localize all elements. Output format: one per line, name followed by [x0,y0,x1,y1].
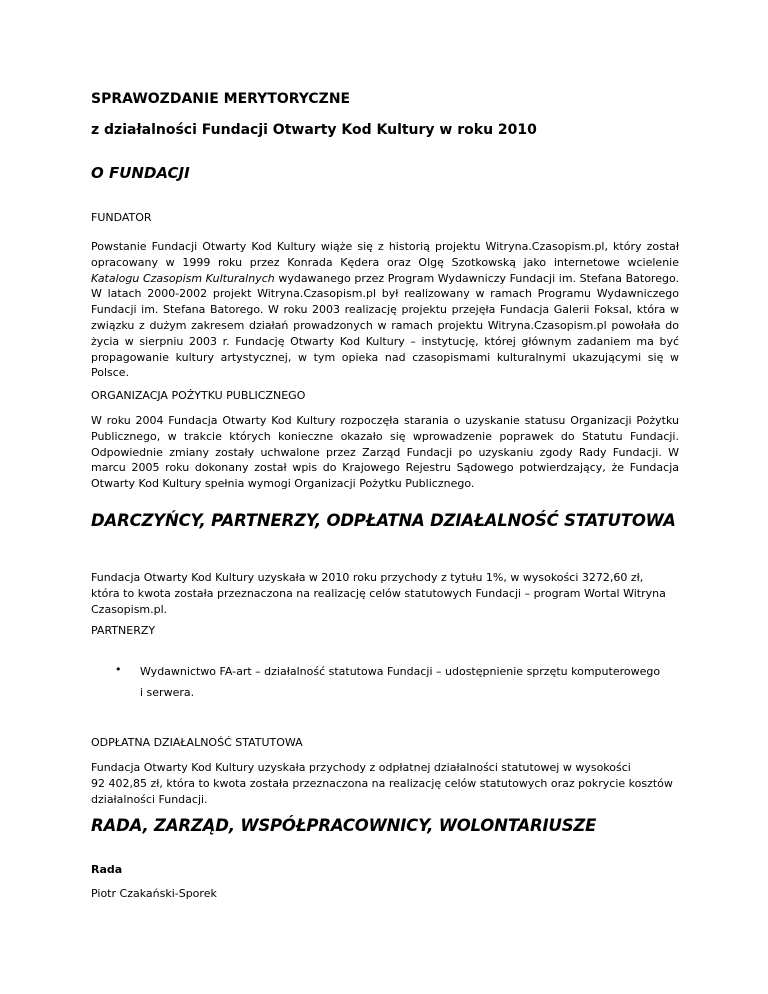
paid-line-1: Fundacja Otwarty Kod Kultury uzyskała przychody z odpłatnej działalności statutowej w wysokości [91,761,631,774]
income-line-3: Czasopism.pl. [91,602,168,616]
fundator-text-italic: Katalogu Czasopism Kulturalnych [91,271,275,285]
paid-activity-label: ODPŁATNA DZIAŁALNOŚĆ STATUTOWA [91,736,303,749]
fundator-label: FUNDATOR [91,211,152,224]
rada-label: Rada [91,863,123,876]
opp-label: ORGANIZACJA POŻYTKU PUBLICZNEGO [91,389,306,402]
document-subtitle: z działalności Fundacji Otwarty Kod Kultury w roku 2010 [91,122,537,138]
section-heading-o-fundacji: O FUNDACJI [91,164,190,182]
fundator-text-b: wydawanego przez Program Wydawniczy Fundacji im. Stefana Batorego. W latach 2000-2002 projekt Witryna.Czasopism.pl był realizowany w ramach Programu Wydawniczego Fundacji im. Stefana Batorego. W roku 2003 realizację projektu przejęła Fundacja Galerii Foksal, która w związku z dużym zakresem działań prowadzonych w ramach projektu Witryna.Czasopism.pl powołała do życia w sierpniu 2003 r. Fundację Otwarty Kod Kultury – instytucję, której głównym zadaniem ma być propagowanie kultury artystycznej, w tym opieka nad czasopismami kulturalnymi ukazującymi się w Polsce. [91,271,679,380]
income-paragraph [91,570,679,617]
rada-member: Piotr Czakański-Sporek [91,887,217,900]
section-heading-rada: RADA, ZARZĄD, WSPÓŁPRACOWNICY, WOLONTARIUSZE [91,816,597,835]
opp-paragraph: W roku 2004 Fundacja Otwarty Kod Kultury rozpoczęła starania o uzyskanie statusu Organizacji Pożytku Publicznego, w trakcie których konieczne okazało się wprowadzenie poprawek do Statutu Fundacji. Odpowiednie zmiany zostały uchwalone przez Zarząd Fundacji po uzyskaniu zgody Rady Fundacji. W marcu 2005 roku dokonany został wpis do Krajowego Rejestru Sądowego potwierdzający, że Fundacja Otwarty Kod Kultury spełnia wymogi Organizacji Pożytku Publicznego. [91,414,679,491]
document-title: SPRAWOZDANIE MERYTORYCZNE [91,91,351,107]
section-heading-darczyncy: DARCZYŃCY, PARTNERZY, ODPŁATNA DZIAŁALNOŚĆ STATUTOWA [91,511,676,530]
income-line-2: która to kwota została przeznaczona na realizację celów statutowych Fundacji – program Wortal Witryna [91,586,666,600]
partners-label: PARTNERZY [91,624,156,637]
fundator-text-a: Powstanie Fundacji Otwarty Kod Kultury wiąże się z historią projektu Witryna.Czasopism.pl, który został opracowany w 1999 roku przez Konrada Kędera oraz Olgę Szotkowską jako internetowe wcielenie [91,240,679,269]
income-line-1: Fundacja Otwarty Kod Kultury uzyskała w 2010 roku przychody z tytułu 1%, w wysokości 3272,60 zł, [91,571,644,584]
partner-item-line-2: i serwera. [140,686,195,699]
paid-line-2: 92 402,85 zł, która to kwota została przeznaczona na realizację celów statutowych oraz pokrycie kosztów [91,776,673,790]
paid-line-3: działalności Fundacji. [91,792,208,806]
bullet-icon: • [115,663,122,676]
fundator-paragraph [91,239,679,381]
partner-item-line-1: Wydawnictwo FA-art – działalność statutowa Fundacji – udostępnienie sprzętu komputerowego [140,665,661,678]
paid-activity-paragraph [91,760,679,807]
